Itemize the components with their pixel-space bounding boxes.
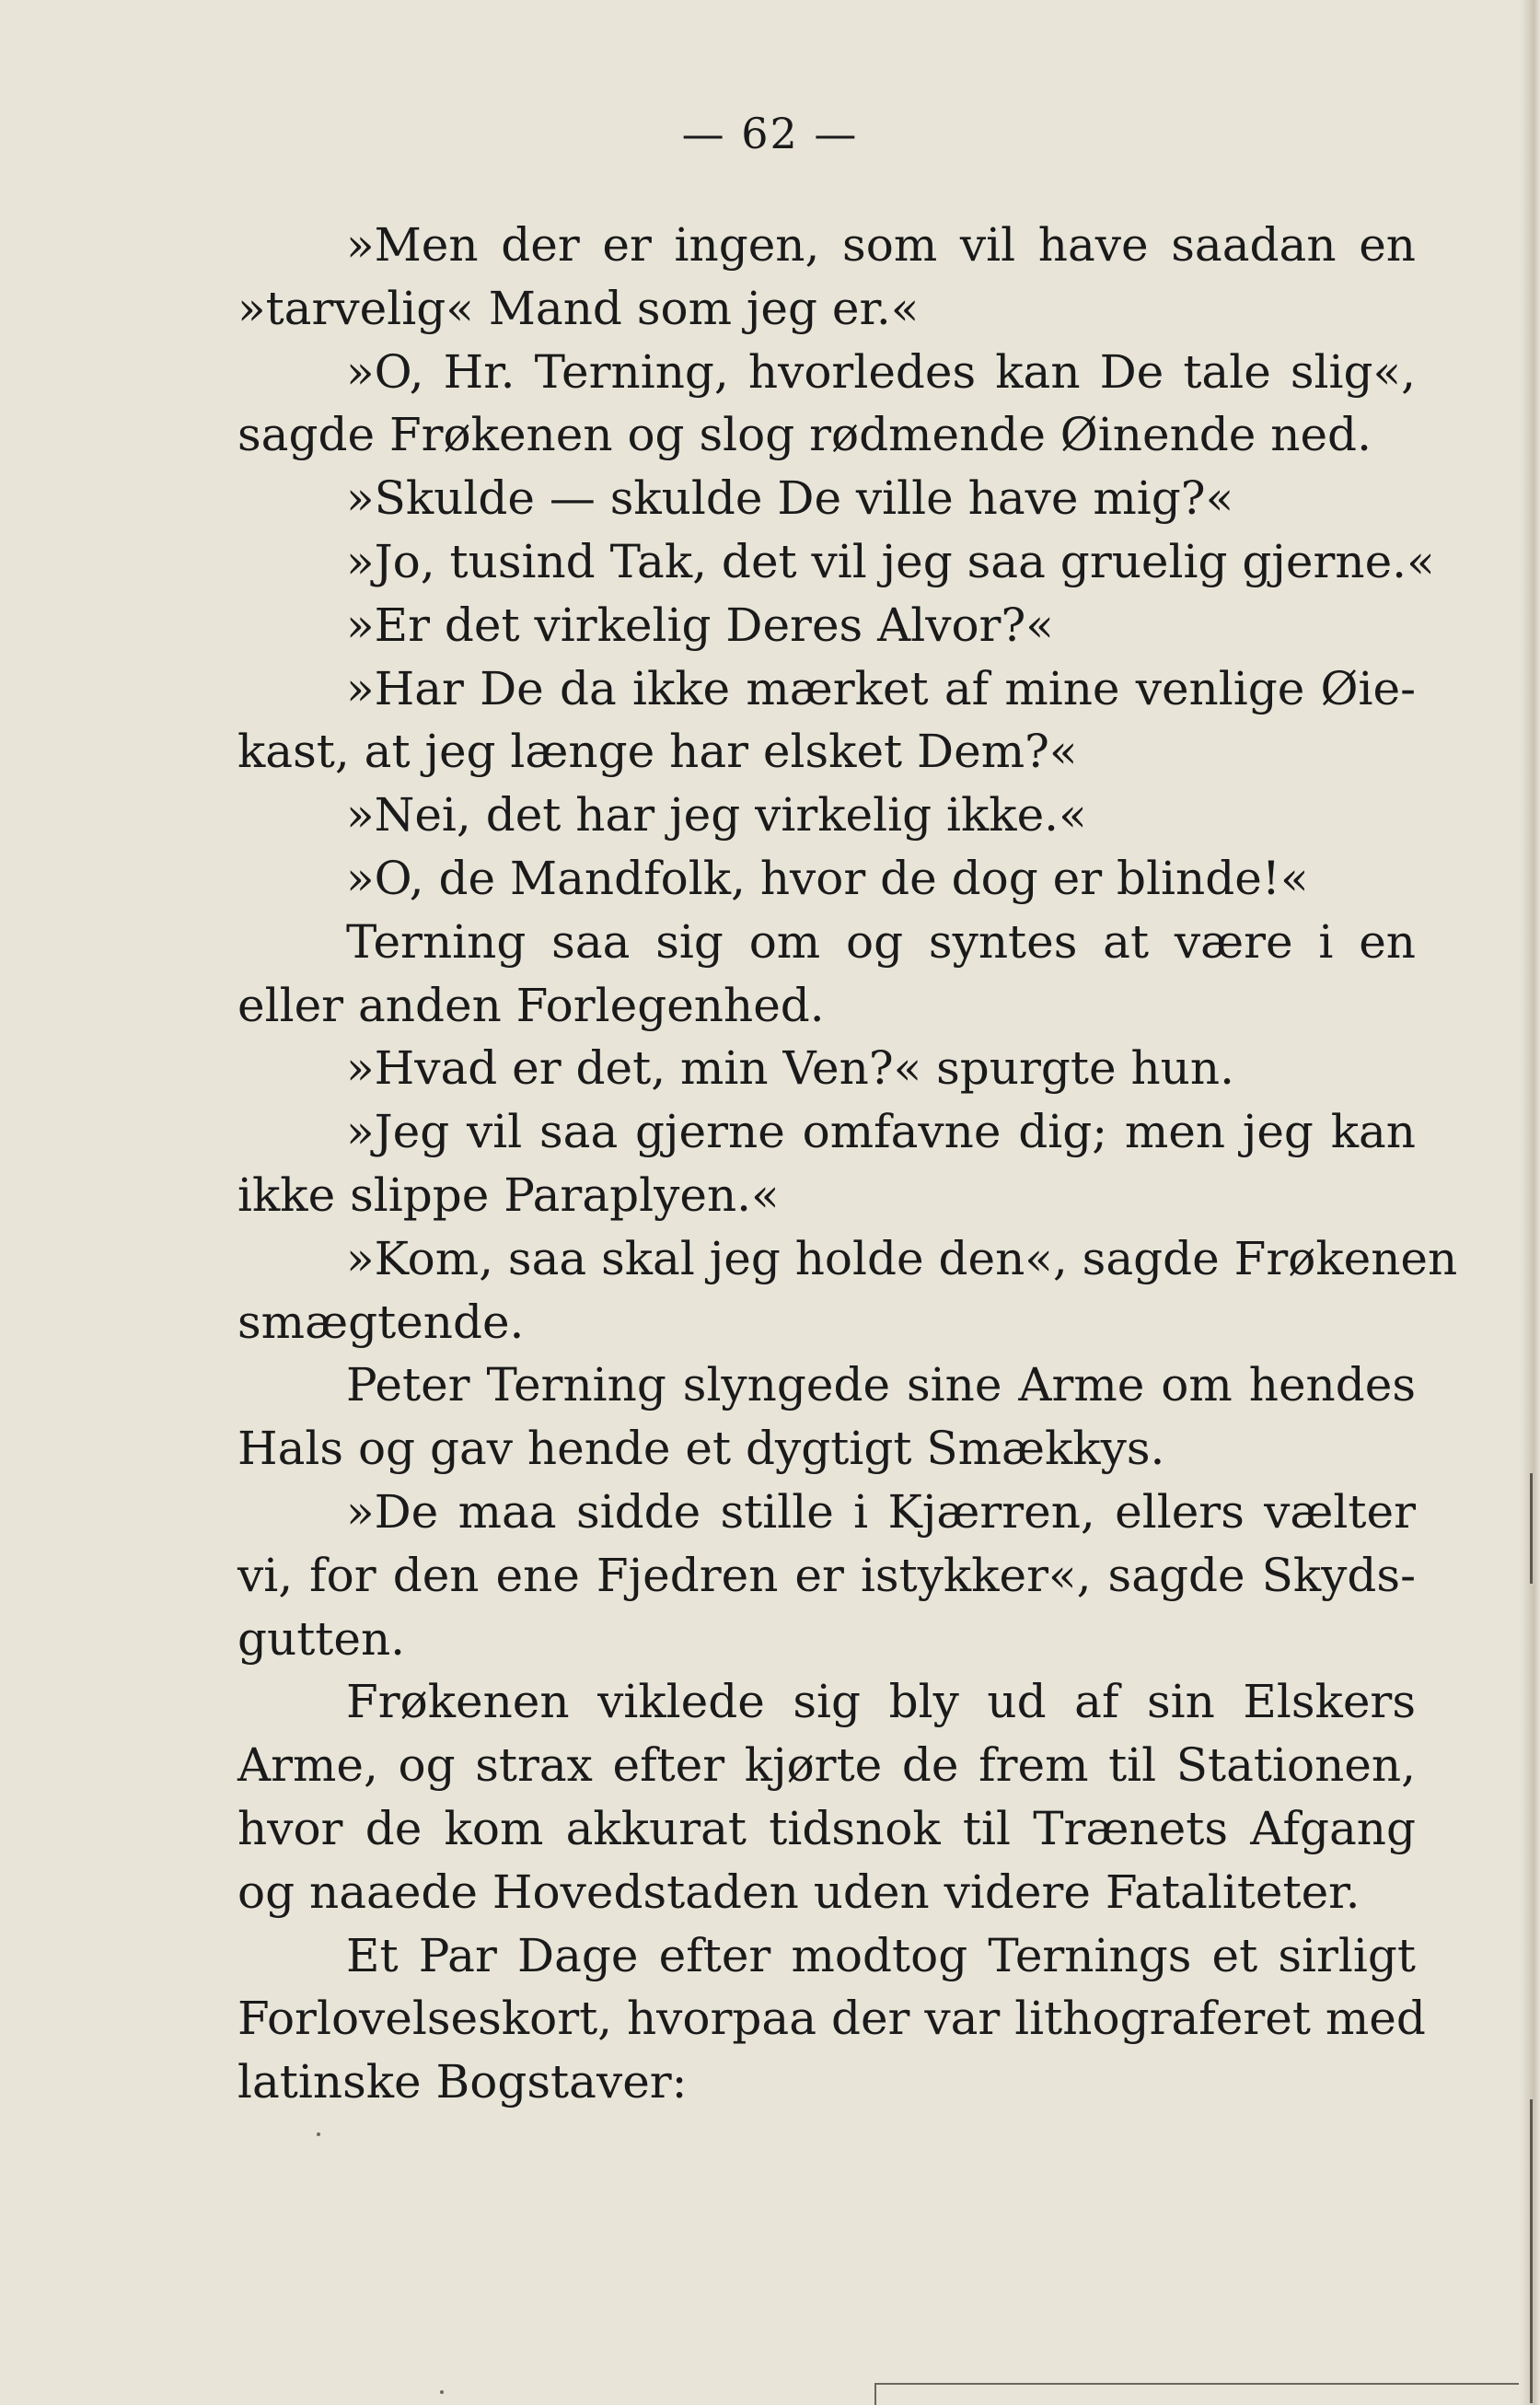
text-line: »O, Hr. Terning, hvorledes kan De tale slig«, — [346, 344, 1416, 399]
text-line: »Har De da ikke mærket af mine venlige Øie- — [346, 661, 1416, 715]
page-number: — 62 — — [681, 109, 859, 158]
page-edge-shadow — [1520, 0, 1540, 2405]
text-line: »Skulde — skulde De ville have mig?« — [346, 471, 1234, 526]
bottom-rule-tick — [874, 2383, 876, 2405]
text-line: »De maa sidde stille i Kjærren, ellers vælter — [346, 1484, 1416, 1539]
text-line: latinske Bogstaver: — [237, 2055, 688, 2109]
text-line: Hals og gav hende et dygtigt Smækkys. — [237, 1422, 1165, 1476]
text-line: Peter Terning slyngede sine Arme om hendes — [346, 1358, 1416, 1412]
text-line: ikke slippe Paraplyen.« — [237, 1168, 780, 1222]
text-line: »Jeg vil saa gjerne omfavne dig; men jeg kan — [346, 1105, 1416, 1159]
text-line: kast, at jeg længe har elsket Dem?« — [237, 725, 1078, 779]
page-edge-mark — [1530, 1473, 1533, 1584]
text-line: »Kom, saa skal jeg holde den«, sagde Frøkenen — [346, 1231, 1458, 1285]
text-line: »Hvad er det, min Ven?« spurgte hun. — [346, 1041, 1234, 1096]
text-line: vi, for den ene Fjedren er istykker«, sagde Skyds- — [237, 1548, 1416, 1602]
text-line: Frøkenen viklede sig bly ud af sin Elskers — [346, 1675, 1416, 1729]
print-speck — [317, 2132, 320, 2136]
text-line: »Jo, tusind Tak, det vil jeg saa gruelig gjerne.« — [346, 534, 1435, 588]
text-line: gutten. — [237, 1611, 406, 1666]
text-line: »Er det virkelig Deres Alvor?« — [346, 598, 1054, 652]
text-line: Terning saa sig om og syntes at være i en — [346, 914, 1416, 969]
text-line: hvor de kom akkurat tidsnok til Trænets Afgang — [237, 1801, 1416, 1855]
text-line: Forlovelseskort, hvorpaa der var lithograferet med — [237, 1992, 1426, 2046]
text-line: og naaede Hovedstaden uden videre Fataliteter. — [237, 1865, 1361, 1919]
text-line: »Nei, det har jeg virkelig ikke.« — [346, 788, 1087, 842]
body-text — [237, 214, 1458, 2114]
text-line: »Men der er ingen, som vil have saadan en — [346, 218, 1416, 272]
text-line: Arme, og strax efter kjørte de frem til Stationen, — [237, 1738, 1416, 1793]
text-line: »tarvelig« Mand som jeg er.« — [237, 281, 920, 335]
text-line: »O, de Mandfolk, hvor de dog er blinde!« — [346, 851, 1309, 905]
page-edge-mark — [1530, 2099, 1533, 2403]
text-line: Et Par Dage efter modtog Ternings et sirligt — [346, 1928, 1416, 1982]
print-speck — [440, 2390, 444, 2394]
text-line: eller anden Forlegenhed. — [237, 978, 825, 1032]
bottom-rule — [874, 2383, 1519, 2385]
text-line: sagde Frøkenen og slog rødmende Øinende ned. — [237, 408, 1372, 462]
text-line: smægtende. — [237, 1295, 525, 1349]
